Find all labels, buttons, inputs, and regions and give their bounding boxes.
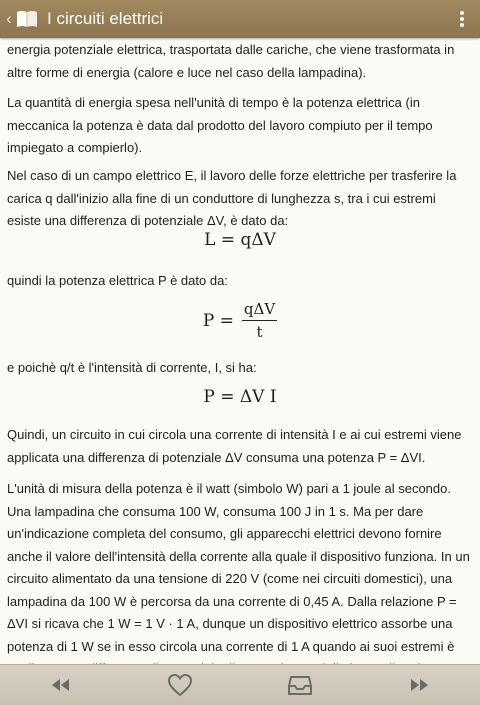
paragraph: L'unità di misura della potenza è il watt (simbolo W) pari a 1 joule al secondo. Una lampadina che consuma 100 W, consuma 100 J in 1 s. Ma per dare un'indicazione completa del consumo, gli apparecchi elettrici devono fornire anche il valore dell'intensità della corrente alla quale il dispositivo funziona. In un circuito alimentato da una tensione di 220 V (come nei circuiti domestici), una lampadina da 100 W è percorsa da una corrente di 0,45 A. Dalla relazione P = ΔVI si ricava che 1 W = 1 V · 1 A, dunque un dispositivo elettrico assorbe una potenza di 1 W se in esso circola una corrente di 1 A quando ai suoi estremi è: [7, 481, 470, 654]
fraction-denominator: t: [256, 323, 263, 341]
next-page-button[interactable]: [390, 665, 450, 705]
fraction-numerator: qΔV: [242, 300, 277, 321]
page-title: I circuiti elettrici: [47, 9, 164, 28]
rewind-icon: [49, 678, 71, 692]
heart-icon: [167, 673, 193, 697]
article-content[interactable]: [0, 38, 480, 664]
formula-power-fraction: [0, 300, 480, 341]
paragraph: Nel caso di un campo elettrico E, il lavoro delle forze elettriche per trasferire la carica q dall'inizio alla fine di un conduttore di lunghezza s, tra i cui estremi esiste una differenza di potenziale ΔV, è dato da:: [7, 168, 457, 228]
app-bar: [0, 0, 480, 38]
back-chevron-icon[interactable]: ‹: [6, 9, 12, 28]
inbox-icon: [288, 674, 312, 696]
book-icon[interactable]: [15, 8, 39, 30]
previous-page-button[interactable]: [30, 665, 90, 705]
overflow-menu-icon[interactable]: [450, 0, 474, 38]
paragraph: Quindi, un circuito in cui circola una corrente di intensità I e ai cui estremi viene applicata una differenza di potenziale ΔV consuma una potenza P = ΔVI.: [7, 427, 462, 465]
fast-forward-icon: [409, 678, 431, 692]
fraction: [242, 300, 277, 341]
bottom-navigation-bar: [0, 664, 480, 705]
formula-lhs: P =: [202, 310, 234, 331]
paragraph: La quantità di energia spesa nell'unità di tempo è la potenza elettrica (in meccanica la potenza è data dal prodotto del lavoro compiuto per il tempo impiegato a compierlo).: [7, 95, 433, 155]
archive-button[interactable]: [270, 665, 330, 705]
favorite-button[interactable]: [150, 665, 210, 705]
paragraph: quindi la potenza elettrica P è dato da:: [7, 273, 228, 288]
paragraph: e poichè q/t è l'intensità di corrente, I, si ha:: [7, 360, 257, 375]
paragraph: energia potenziale elettrica, trasportata dalle cariche, che viene trasformata in altre forme di energia (calore e luce nel caso della lampadina).: [7, 42, 455, 80]
formula-power: P = ΔV I: [203, 387, 277, 407]
formula-work: L = qΔV: [204, 230, 276, 250]
